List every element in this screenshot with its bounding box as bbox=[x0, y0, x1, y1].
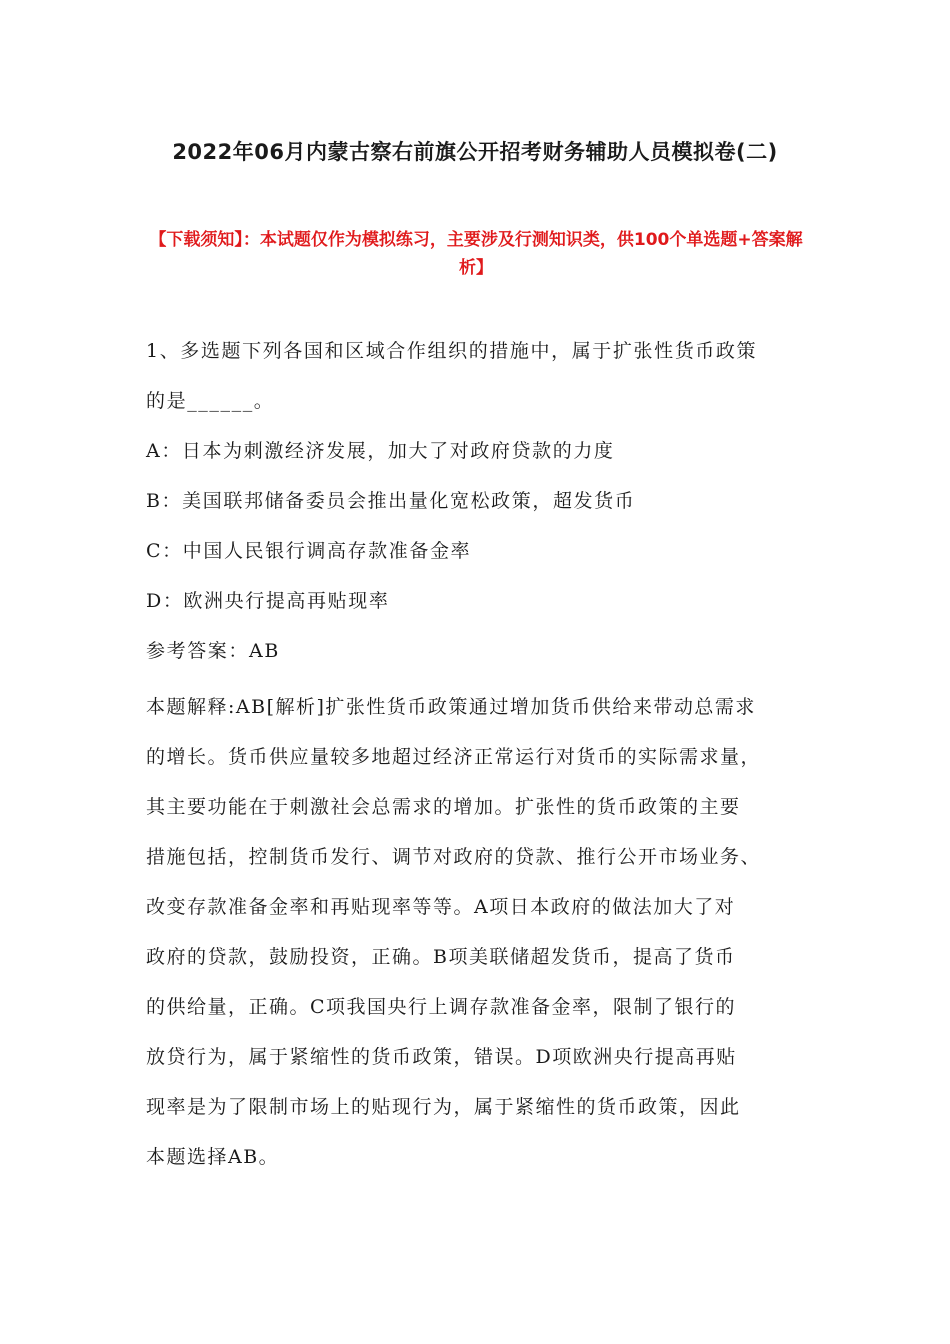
explanation-line: 放贷行为，属于紧缩性的货币政策，错误。D项欧洲央行提高再贴 bbox=[146, 1046, 737, 1068]
explanation-line: 本题选择AB。 bbox=[146, 1146, 280, 1168]
question-stem: 1、多选题下列各国和区域合作组织的措施中，属于扩张性货币政策 bbox=[146, 340, 758, 362]
option-b: B：美国联邦储备委员会推出量化宽松政策，超发货币 bbox=[146, 490, 636, 512]
download-notice: 【下载须知】：本试题仅作为模拟练习，主要涉及行测知识类，供100个单选题+答案解析】 bbox=[149, 230, 803, 278]
option-d: D：欧洲央行提高再贴现率 bbox=[146, 590, 390, 612]
reference-answer: 参考答案：AB bbox=[146, 640, 280, 662]
explanation-line: 本题解释:AB[解析]扩张性货币政策通过增加货币供给来带动总需求 bbox=[146, 696, 756, 718]
explanation-line: 其主要功能在于刺激社会总需求的增加。扩张性的货币政策的主要 bbox=[146, 796, 741, 818]
explanation-line: 现率是为了限制市场上的贴现行为，属于紧缩性的货币政策，因此 bbox=[146, 1096, 741, 1118]
explanation-line: 政府的贷款，鼓励投资，正确。B项美联储超发货币，提高了货币 bbox=[146, 946, 736, 968]
explanation-line: 的增长。货币供应量较多地超过经济正常运行对货币的实际需求量， bbox=[146, 746, 762, 768]
question-block bbox=[146, 332, 816, 1182]
explanation-line: 改变存款准备金率和再贴现率等等。A项日本政府的做法加大了对 bbox=[146, 896, 736, 918]
option-a: A：日本为刺激经济发展，加大了对政府贷款的力度 bbox=[146, 440, 615, 462]
explanation-line: 的供给量，正确。C项我国央行上调存款准备金率，限制了银行的 bbox=[146, 996, 737, 1018]
option-c: C：中国人民银行调高存款准备金率 bbox=[146, 540, 472, 562]
question-stem-continued: 的是______。 bbox=[146, 390, 275, 412]
page-title: 2022年06月内蒙古察右前旗公开招考财务辅助人员模拟卷(二) bbox=[172, 140, 778, 164]
explanation-line: 措施包括，控制货币发行、调节对政府的贷款、推行公开市场业务、 bbox=[146, 846, 762, 868]
